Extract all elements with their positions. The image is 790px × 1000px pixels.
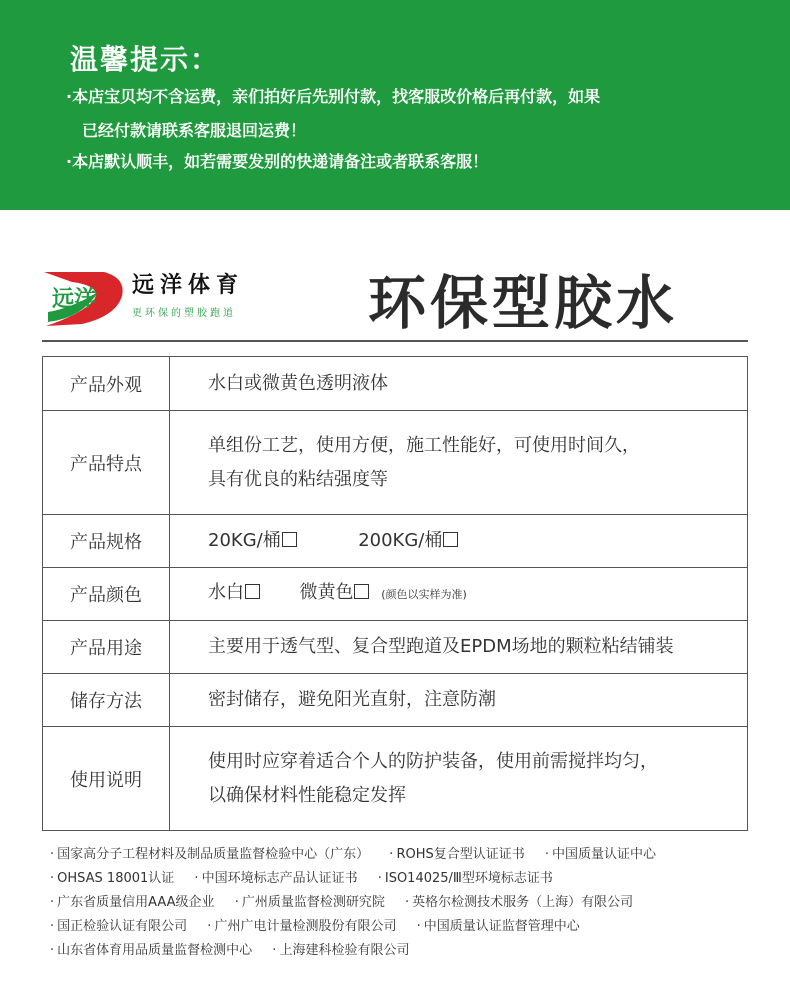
cert-item: · 广州质量监督检测研究院 <box>235 891 385 915</box>
spec-table <box>42 356 748 831</box>
spec-value-storage: 密封储存，避免阳光直射，注意防潮 <box>170 674 748 727</box>
table-row <box>43 727 748 831</box>
cert-item: · 广州广电计量检测股份有限公司 <box>207 915 396 939</box>
brand-slogan: 更环保的塑胶跑道 <box>132 308 236 319</box>
title-divider <box>42 340 748 342</box>
cert-item: · OHSAS 18001认证 <box>50 867 174 891</box>
spec-instructions-line1: 使用时应穿着适合个人的防护装备，使用前需搅拌均匀， <box>208 750 658 772</box>
notice-banner <box>0 0 790 210</box>
checkbox-20kg <box>282 532 297 547</box>
packaging-option-20kg: 20KG/桶 <box>208 530 281 551</box>
brand-logo <box>42 268 262 328</box>
spec-label-appearance: 产品外观 <box>43 357 170 411</box>
color-note: (颜色以实样为准) <box>381 588 467 601</box>
checkbox-200kg <box>443 532 458 547</box>
spec-value-features <box>170 411 748 515</box>
product-title: 环保型胶水 <box>368 269 679 337</box>
color-option-yellowish: 微黄色 <box>299 582 354 603</box>
checkbox-white <box>245 584 260 599</box>
spec-value-appearance: 水白或微黄色透明液体 <box>170 357 748 411</box>
table-row <box>43 674 748 727</box>
notice-line-refund: 已经付款请联系客服退回运费！ <box>82 121 307 140</box>
cert-item: · ROHS复合型认证证书 <box>389 843 524 867</box>
table-row <box>43 357 748 411</box>
spec-label-packaging: 产品规格 <box>43 515 170 568</box>
cert-item: · 广东省质量信用AAA级企业 <box>50 891 215 915</box>
logo-text: 远洋 <box>52 286 97 312</box>
cert-row <box>50 867 750 891</box>
spec-label-storage: 储存方法 <box>43 674 170 727</box>
brand-name: 远洋体育 <box>132 272 245 298</box>
cert-row <box>50 915 750 939</box>
spec-label-instructions: 使用说明 <box>43 727 170 831</box>
cert-row <box>50 939 750 963</box>
cert-item: · 中国质量认证中心 <box>545 843 656 867</box>
spec-label-usage: 产品用途 <box>43 621 170 674</box>
packaging-option-200kg: 200KG/桶 <box>358 530 443 551</box>
spec-value-usage: 主要用于透气型、复合型跑道及EPDM场地的颗粒粘结铺装 <box>170 621 748 674</box>
notice-line-courier: ·本店默认顺丰，如若需要发别的快递请备注或者联系客服！ <box>66 152 489 171</box>
table-row <box>43 621 748 674</box>
spec-features-line1: 单组份工艺，使用方便，施工性能好，可使用时间久， <box>208 434 640 456</box>
table-row <box>43 568 748 621</box>
cert-item: · 国家高分子工程材料及制品质量监督检验中心（广东） <box>50 843 369 867</box>
cert-item: · 山东省体育用品质量监督检测中心 <box>50 939 252 963</box>
cert-item: · 中国环境标志产品认证证书 <box>194 867 357 891</box>
checkbox-yellowish <box>354 584 369 599</box>
cert-row <box>50 891 750 915</box>
cert-item: · 英格尔检测技术服务（上海）有限公司 <box>405 891 633 915</box>
cert-item: · 国正检验认证有限公司 <box>50 915 187 939</box>
spec-value-instructions <box>170 727 748 831</box>
spec-value-packaging <box>170 515 748 568</box>
cert-row <box>50 843 750 867</box>
table-row <box>43 411 748 515</box>
spec-features-line2: 具有优良的粘结强度等 <box>208 468 388 490</box>
notice-line-shipping: ·本店宝贝均不含运费，亲们拍好后先别付款，找客服改价格后再付款，如果 <box>66 87 601 106</box>
color-option-white: 水白 <box>208 582 244 603</box>
certification-list <box>50 843 750 963</box>
spec-value-color <box>170 568 748 621</box>
notice-title: 温馨提示： <box>70 43 221 76</box>
cert-item: · ISO14025/Ⅲ型环境标志证书 <box>378 867 553 891</box>
spec-instructions-line2: 以确保材料性能稳定发挥 <box>208 784 406 806</box>
spec-label-features: 产品特点 <box>43 411 170 515</box>
cert-item: · 中国质量认证监督管理中心 <box>417 915 580 939</box>
table-row <box>43 515 748 568</box>
logo-swoosh-icon <box>42 268 126 328</box>
spec-label-color: 产品颜色 <box>43 568 170 621</box>
cert-item: · 上海建科检验有限公司 <box>272 939 409 963</box>
